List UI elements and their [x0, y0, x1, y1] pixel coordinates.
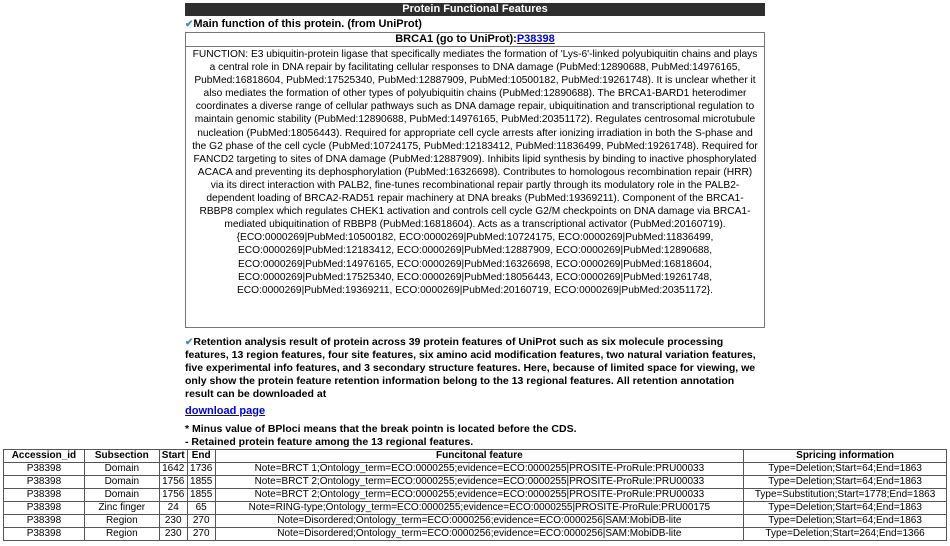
- cell-splicing: Type=Deletion;Start=64;End=1863: [744, 476, 947, 489]
- cell-feature: Note=BRCT 1;Ontology_term=ECO:0000255;evidence=ECO:0000255|PROSITE-ProRule:PRU00033: [215, 463, 743, 476]
- cell-subsection: Domain: [84, 463, 159, 476]
- cell-start: 1756: [159, 476, 187, 489]
- feature-table: [3, 449, 947, 541]
- protein-features-panel: [185, 0, 765, 328]
- cell-end: 65: [187, 502, 215, 515]
- cell-end: 1855: [187, 489, 215, 502]
- cell-splicing: Type=Deletion;Start=64;End=1863: [744, 502, 947, 515]
- col-header-end: End: [187, 450, 215, 463]
- col-header-accession: Accession_id: [4, 450, 85, 463]
- cell-feature: Note=BRCT 2;Ontology_term=ECO:0000255;evidence=ECO:0000255|PROSITE-ProRule:PRU00033: [215, 489, 743, 502]
- cell-feature: Note=Disordered;Ontology_term=ECO:0000256;evidence=ECO:0000256|SAM:MobiDB-lite: [215, 528, 743, 541]
- cell-start: 230: [159, 528, 187, 541]
- cell-subsection: Region: [84, 515, 159, 528]
- cell-start: 1756: [159, 489, 187, 502]
- main-function-heading: [185, 17, 765, 32]
- section-title-bar: Protein Functional Features: [185, 3, 765, 16]
- cell-splicing: Type=Substitution;Start=1778;End=1863: [744, 489, 947, 502]
- protein-title: [186, 33, 764, 47]
- checkmark-icon: ✔: [185, 19, 194, 30]
- cell-accession: P38398: [4, 528, 85, 541]
- table-row: [4, 463, 947, 476]
- cell-end: 1855: [187, 476, 215, 489]
- notes: [185, 423, 577, 449]
- cell-feature: Note=BRCT 2;Ontology_term=ECO:0000255;evidence=ECO:0000255|PROSITE-ProRule:PRU00033: [215, 476, 743, 489]
- cell-accession: P38398: [4, 502, 85, 515]
- function-description: FUNCTION: E3 ubiquitin-protein ligase that specifically mediates the formation of 'Lys-6'-linked polyubiquitin chains and plays a central role in DNA repair by facilitating cellular responses to DNA damage (PubMed:12890688, PubMed:14976165, PubMed:16818604, PubMed:17525340, PubMed:12887909, PubMed:10500182, PubMed:19261748). It is unclear whether it also mediates the formation of other types of polyubiquitin chains (PubMed:12890688). The BRCA1-BARD1 heterodimer coordinates a diverse range of cellular pathways such as DNA damage repair, ubiquitination and transcriptional regulation to maintain genomic stability (PubMed:12890688, PubMed:14976165, PubMed:20351172). Regulates centrosomal microtubule nucleation (PubMed:18056443). Required for appropriate cell cycle arrests after ionizing irradiation in both the S-phase and the G2 phase of the cell cycle (PubMed:10724175, PubMed:12183412, PubMed:11836499, PubMed:19261748). Required for FANCD2 targeting to sites of DNA damage (PubMed:12887909). Inhibits lipid synthesis by binding to inactive phosphorylated ACACA and preventing its dephosphorylation (PubMed:16326698). Contributes to homologous recombination repair (HRR) via its direct interaction with PALB2, fine-tunes recombinational repair partly through its modulatory role in the PALB2-dependent loading of BRCA2-RAD51 repair machinery at DNA breaks (PubMed:19369211). Component of the BRCA1-RBBP8 complex which regulates CHEK1 activation and controls cell cycle G2/M checkpoints on DNA damage via BRCA1-mediated ubiquitination of RBBP8 (PubMed:16818604). Acts as a transcriptional activator (PubMed:20160719). {ECO:0000269|PubMed:10500182, ECO:0000269|PubMed:10724175, ECO:0000269|PubMed:11836499, ECO:0000269|PubMed:12183412, ECO:0000269|PubMed:12887909, ECO:0000269|PubMed:12890688, ECO:0000269|PubMed:14976165, ECO:0000269|PubMed:16326698, ECO:0000269|PubMed:16818604, ECO:0000269|PubMed:17525340, ECO:0000269|PubMed:18056443, ECO:0000269|PubMed:19261748, ECO:0000269|PubMed:19369211, ECO:0000269|PubMed:20160719, ECO:0000269|PubMed:20351172}.: [192, 49, 758, 296]
- cell-end: 270: [187, 528, 215, 541]
- col-header-start: Start: [159, 450, 187, 463]
- col-header-feature: Funcitonal feature: [215, 450, 743, 463]
- cell-subsection: Region: [84, 528, 159, 541]
- table-row: [4, 502, 947, 515]
- cell-subsection: Domain: [84, 476, 159, 489]
- cell-end: 270: [187, 515, 215, 528]
- checkmark-icon: ✔: [185, 337, 194, 348]
- uniprot-link[interactable]: P38398: [516, 33, 555, 45]
- cell-accession: P38398: [4, 489, 85, 502]
- retention-description: [185, 336, 765, 401]
- table-header-row: [4, 450, 947, 463]
- protein-title-prefix: BRCA1 (go to UniProt):: [395, 33, 517, 45]
- col-header-splicing: Spricing information: [744, 450, 947, 463]
- cell-end: 1736: [187, 463, 215, 476]
- note-retained: - Retained protein feature among the 13 regional features.: [185, 436, 474, 448]
- cell-splicing: Type=Deletion;Start=264;End=1366: [744, 528, 947, 541]
- table-row: [4, 489, 947, 502]
- cell-splicing: Type=Deletion;Start=64;End=1863: [744, 515, 947, 528]
- table-row: [4, 515, 947, 528]
- cell-subsection: Domain: [84, 489, 159, 502]
- cell-start: 1642: [159, 463, 187, 476]
- cell-feature: Note=Disordered;Ontology_term=ECO:0000256;evidence=ECO:0000256|SAM:MobiDB-lite: [215, 515, 743, 528]
- table-row: [4, 476, 947, 489]
- cell-feature: Note=RING-type;Ontology_term=ECO:0000255;evidence=ECO:0000255|PROSITE-ProRule:PRU00175: [215, 502, 743, 515]
- cell-subsection: Zinc finger: [84, 502, 159, 515]
- cell-accession: P38398: [4, 476, 85, 489]
- table-row: [4, 528, 947, 541]
- cell-splicing: Type=Deletion;Start=64;End=1863: [744, 463, 947, 476]
- cell-start: 24: [159, 502, 187, 515]
- cell-accession: P38398: [4, 515, 85, 528]
- cell-accession: P38398: [4, 463, 85, 476]
- download-page-link[interactable]: download page: [185, 405, 266, 417]
- retention-text: Retention analysis result of protein across 39 protein features of UniProt such as six molecule processing features, 13 region features, four site features, six amino acid modification features, two natural variation features, five experimental info features, and 3 secondary structure features. Here, because of limited space for viewing, we only show the protein feature retention information belong to the 13 regional features. All retention annotation result can be downloaded at: [185, 336, 756, 400]
- col-header-subsection: Subsection: [84, 450, 159, 463]
- cell-start: 230: [159, 515, 187, 528]
- main-function-label: Main function of this protein. (from UniProt): [193, 18, 422, 30]
- function-box: [185, 32, 765, 328]
- note-bploci: * Minus value of BPloci means that the break pointn is located before the CDS.: [185, 423, 577, 435]
